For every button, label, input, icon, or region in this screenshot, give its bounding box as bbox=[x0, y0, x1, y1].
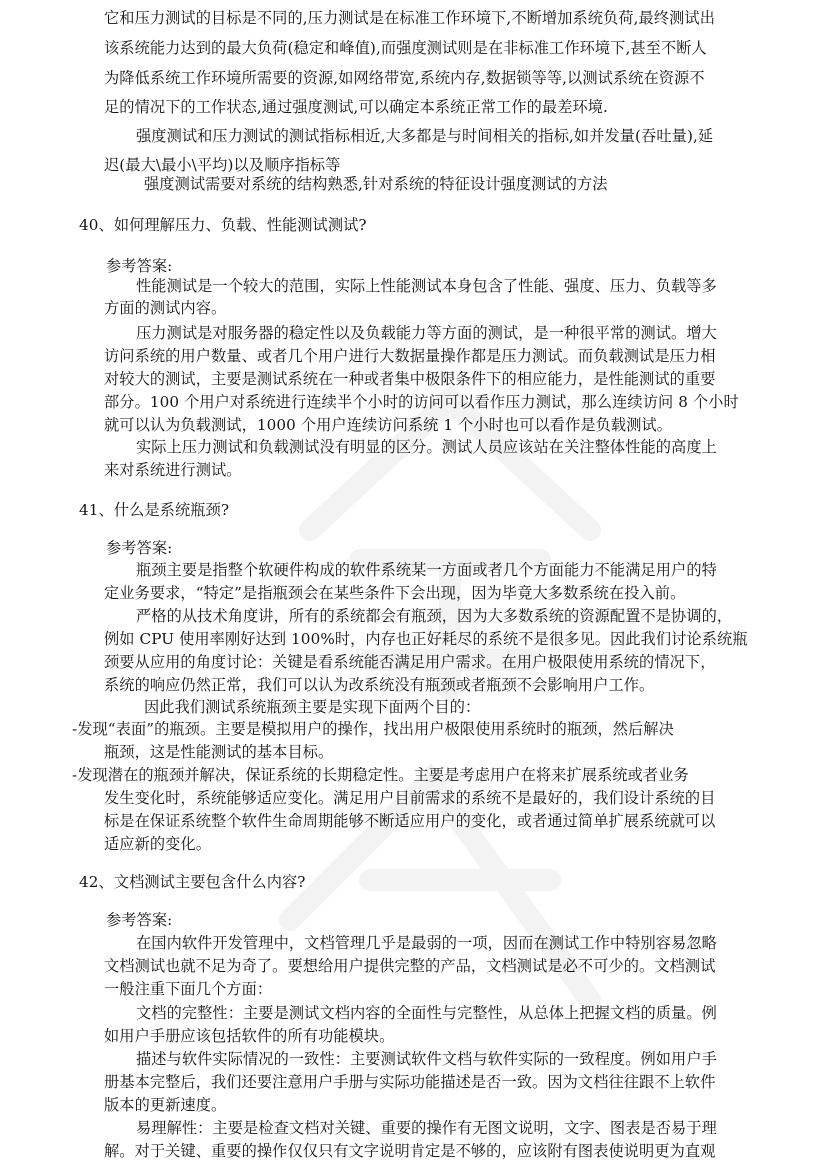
text-line: 来对系统进行测试。 bbox=[104, 461, 242, 479]
text-line: 瓶颈主要是指整个软硬件构成的软件系统某一方面或者几个方面能力不能满足用户的特 bbox=[136, 561, 717, 579]
text-line: 如用户手册应该包括软件的所有功能模块。 bbox=[104, 1027, 395, 1045]
list-item: -发现潜在的瓶颈并解决，保证系统的长期稳定性。主要是考虑用户在将来扩展系统或者业务 bbox=[72, 766, 689, 784]
text-line: 访问系统的用户数量、或者几个用户进行大数据量操作都是压力测试。而负载测试是压力相 bbox=[104, 347, 716, 365]
text-line: 一般注重下面几个方面： bbox=[104, 980, 273, 998]
text-line: 它和压力测试的目标是不同的,压力测试是在标准工作环境下,不断增加系统负荷,最终测试出 bbox=[104, 9, 715, 27]
question-heading: 41、什么是系统瓶颈? bbox=[79, 501, 230, 519]
list-item-continued: 发生变化时，系统能够适应变化。满足用户目前需求的系统不是最好的，我们设计系统的目 bbox=[104, 789, 716, 807]
answer-label: 参考答案: bbox=[106, 911, 173, 929]
text-line: 定业务要求，“特定”是指瓶颈会在某些条件下会出现，因为毕竟大多数系统在投入前。 bbox=[104, 584, 686, 602]
text-line: 在国内软件开发管理中，文档管理几乎是最弱的一项，因而在测试工作中特别容易忽略 bbox=[136, 934, 717, 952]
text-line: 强度测试和压力测试的测试指标相近,大多都是与时间相关的指标,如并发量(吞吐量),延 bbox=[136, 127, 714, 145]
list-item-continued: 适应新的变化。 bbox=[104, 835, 212, 853]
question-heading: 40、如何理解压力、负载、性能测试测试? bbox=[79, 216, 367, 234]
text-line: 颈要从应用的角度讨论：关键是看系统能否满足用户需求。在用户极限使用系统的情况下， bbox=[104, 653, 716, 671]
list-item-continued: 标是在保证系统整个软件生命周期能够不断适应用户的变化，或者通过简单扩展系统就可以 bbox=[104, 812, 716, 830]
text-line: 册基本完整后，我们还要注意用户手册与实际功能描述是否一致。因为文档往往跟不上软件 bbox=[104, 1073, 716, 1091]
text-line: 强度测试需要对系统的结构熟悉,针对系统的特征设计强度测试的方法 bbox=[144, 175, 608, 193]
text-line: 版本的更新速度。 bbox=[104, 1096, 227, 1114]
text-line: 严格的从技术角度讲，所有的系统都会有瓶颈，因为大多数系统的资源配置不是协调的， bbox=[136, 607, 733, 625]
answer-label: 参考答案: bbox=[106, 539, 173, 557]
text-line: 对较大的测试，主要是测试系统在一种或者集中极限条件下的相应能力，是性能测试的重要 bbox=[104, 370, 716, 388]
text-line: 文档测试也就不足为奇了。要想给用户提供完整的产品，文档测试是必不可少的。文档测试 bbox=[104, 957, 716, 975]
text-line: 文档的完整性：主要是测试文档内容的全面性与完整性，从总体上把握文档的质量。例 bbox=[136, 1004, 717, 1022]
text-line: 性能测试是一个较大的范围，实际上性能测试本身包含了性能、强度、压力、负载等多 bbox=[136, 277, 717, 295]
text-line: 因此我们测试系统瓶颈主要是实现下面两个目的： bbox=[144, 698, 481, 716]
text-line: 例如 CPU 使用率刚好达到 100%时，内存也正好耗尽的系统不是很多见。因此我们讨论系统瓶 bbox=[104, 630, 748, 648]
text-line: 该系统能力达到的最大负荷(稳定和峰值),而强度测试则是在非标准工作环境下,甚至不断人 bbox=[104, 39, 707, 57]
text-line: 压力测试是对服务器的稳定性以及负载能力等方面的测试，是一种很平常的测试。增大 bbox=[136, 324, 717, 342]
text-line: 迟(最大\最小\平均)以及顺序指标等 bbox=[104, 156, 341, 174]
list-item: -发现“表面”的瓶颈。主要是模拟用户的操作，找出用户极限使用系统时的瓶颈，然后解决 bbox=[72, 720, 674, 738]
text-line: 实际上压力测试和负载测试没有明显的区分。测试人员应该站在关注整体性能的高度上 bbox=[136, 438, 717, 456]
text-line: 就可以认为负载测试，1000 个用户连续访问系统 1 个小时也可以看作是负载测试。 bbox=[104, 416, 673, 434]
text-line: 足的情况下的工作状态,通过强度测试,可以确定本系统正常工作的最差环境. bbox=[104, 98, 608, 116]
text-line: 描述与软件实际情况的一致性：主要测试软件文档与软件实际的一致程度。例如用户手 bbox=[136, 1050, 717, 1068]
text-line: 系统的响应仍然正常，我们可以认为改系统没有瓶颈或者瓶颈不会影响用户工作。 bbox=[104, 676, 655, 694]
text-line: 方面的测试内容。 bbox=[104, 299, 227, 317]
text-line: 易理解性：主要是检查文档对关键、重要的操作有无图文说明，文字、图表是否易于理 bbox=[136, 1119, 717, 1137]
text-line: 部分。100 个用户对系统进行连续半个小时的访问可以看作压力测试，那么连续访问 8 个小时 bbox=[104, 393, 739, 411]
list-item-continued: 瓶颈，这是性能测试的基本目标。 bbox=[104, 743, 334, 761]
text-line: 解。对于关键、重要的操作仅仅只有文字说明肯定是不够的，应该附有图表使说明更为直观 bbox=[104, 1142, 716, 1160]
question-heading: 42、文档测试主要包含什么内容? bbox=[79, 873, 306, 891]
text-line: 为降低系统工作环境所需要的资源,如网络带宽,系统内存,数据锁等等,以测试系统在资源不 bbox=[104, 69, 705, 87]
answer-label: 参考答案: bbox=[106, 257, 173, 275]
